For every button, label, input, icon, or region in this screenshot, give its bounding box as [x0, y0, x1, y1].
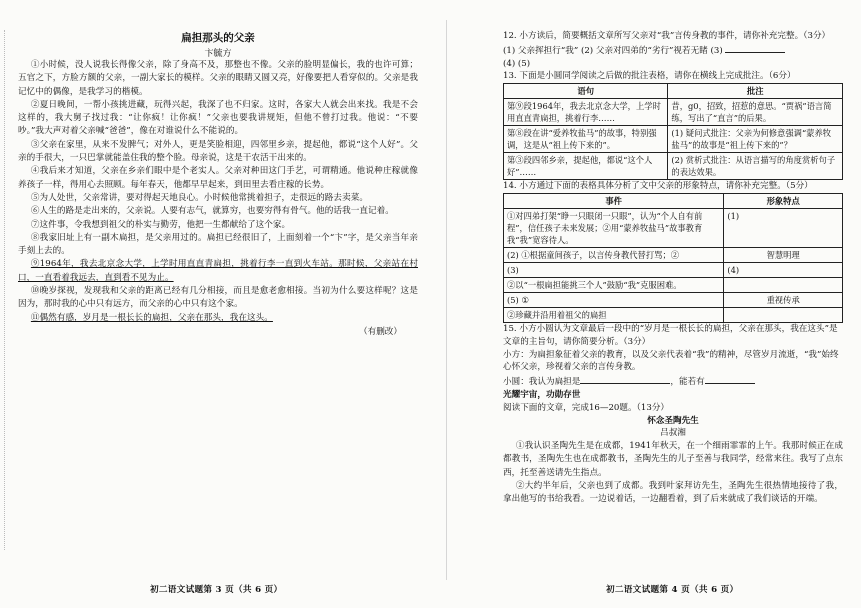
paragraph-10: ⑩晚岁探视，发现我和父亲的距离已经有几分相接，而且是愈老愈相接。当初为什么要这样呢？这是因为，那时我的心中只有远方，而父亲的心中只有这个家。: [18, 286, 418, 310]
source-note: （有删改）: [359, 326, 402, 337]
article-2-paragraph-2: ②大约半年后，父亲也到了成都。我到叶家拜访先生，圣陶先生很热情地接待了我，拿出他写的书给我看。一边说着话，一边翻看着，到了后来就成了我们谈话的开端。: [503, 481, 843, 505]
reading-instruction: 阅读下面的文章，完成16—20题。（13分）: [503, 402, 670, 413]
paragraph-9: ⑨1964年，我去北京念大学，上学时用直直青扁担，挑着行李一直到火车站。那时候，父亲站在村口，一直看着我远去，直到看不见为止。: [18, 259, 418, 283]
article-2-paragraph-1: ①我认识圣陶先生是在成都，1941年秋天，在一个细雨霏霏的上午。我那时候正在成都教书，圣陶先生也在成都教书，圣陶先生的儿子至善与我同学，经常来往。我写了点东西，托至善送请先生指点。: [503, 441, 843, 478]
question-14: 14. 小方通过下面的表格具体分析了文中父亲的形象特点，请你补充完整。（5分）: [503, 181, 813, 192]
paragraph-1: ①小时候，没人说我长得像父亲，除了身高不及，那整也不像。父亲的脸明显偏长，我的也许可算；五官之下，方脸方额的父亲，一副大家长的模样。父亲的眼睛又圆又亮，好像要把人看穿似的。父亲是我记忆中的偶像，是我学习的楷模。: [18, 60, 418, 97]
right-page-footer: 初二语文试题第 4 页（共 6 页）: [606, 585, 739, 595]
left-page-footer: 初二语文试题第 3 页（共 6 页）: [150, 585, 283, 595]
paragraph-2: ②夏日晚间，一帮小孩挑进藏，玩得兴起，我深了也不归家。这时，各家大人就会出来找。我是不会这样的，我大舅子找过我：“让你疯！让你疯！”父亲也要我讲规矩，但他不曾打过我。他说：“不要吵。”我大声对着父亲喊“爸爸”，像在对谁说什么不能说的。: [18, 99, 418, 137]
table-row: (5) ① 重视传承: [504, 292, 843, 307]
table-row: 第⑨段1964年，我去北京念大学，上学时用直直青扁担，挑着行李…… 昔，g0，招致，招惹的意思。“贾祸”语言简练，写出了“直言”的后果。: [504, 99, 843, 126]
answer-blank[interactable]: [725, 43, 785, 53]
page-divider: [446, 20, 447, 580]
table-header-sentence: 语句: [504, 84, 668, 99]
question-15-xiaoyuan: 小圆：我认为扁担是 ，能若有: [503, 374, 843, 389]
table-row: (3) (4): [504, 262, 843, 277]
question-15-xiaofang: 小方：为扁担象征着父亲的教育，以及父亲代表着“我”的精神，尽管岁月流逝，“我”始终心怀父亲，珍视着父亲的言传身教。: [503, 349, 839, 373]
question-15: 15. 小方小圆认为文章最后一段中的“岁月是一根长长的扁担，父亲在那头，我在这头”是文章的主旨句，请你简要分析。（3分）: [503, 323, 838, 347]
character-table: 事件 形象特点 ①对四弟打架“睁一只眼闭一只眼”，认为“个人自有前程”，信任孩子未来发展；②用“蒙养牧盐马”故事教育我“我”宽容待人。 (1) (2) ①根据童间孩子，以言传身教代替打骂；② 智慧明理 (3) (4) ②以“一根扁担能挑三个人”鼓励“我”克服困难。 (5) ① 重视传承 ②珍藏并沿用着祖父的扁担: [503, 193, 843, 323]
article-title: 扁担那头的父亲: [181, 32, 255, 44]
paragraph-3: ③父亲在家里，从来不发脾气；对外人，更是笑脸相迎，四邻里乡亲，提起他，都说“这个人好”。父亲的手很大，一只巴掌就能盖住我的整个脸。母亲说，这是干农活干出来的。: [18, 139, 418, 164]
paragraph-11: ⑪偶然有感，岁月是一根长长的扁担，父亲在那头，我在这头。: [30, 312, 273, 323]
left-page: [18, 0, 418, 608]
table-row: (2) ①根据童间孩子，以言传身教代替打骂；② 智慧明理: [504, 247, 843, 262]
question-12-line-1: (1) 父亲挥担行“我” (2) 父亲对四弟的“劣行”视若无睹 (3): [503, 43, 843, 58]
right-page: [503, 0, 843, 608]
table-row: 第⑧段在讲“爱养牧盐马”的故事，特别强调，这是从“祖上传下来的”。 (1) 疑问式批注：父亲为何修意强调“蒙养牧盐马”的故事是“祖上传下来的”？: [504, 126, 843, 153]
table-row: ②珍藏并沿用着祖父的扁担: [504, 307, 843, 322]
answer-blank[interactable]: [705, 374, 755, 384]
article-2-title: 怀念圣陶先生: [647, 415, 699, 426]
paragraph-5: ⑤为人处世，父亲常讲，要对得起天地良心。小时候他常挑着担子，走很远的路去卖菜。: [30, 192, 368, 203]
table-row: ①对四弟打架“睁一只眼闭一只眼”，认为“个人自有前程”，信任孩子未来发展；②用“蒙养牧盐马”故事教育我“我”宽容待人。 (1): [504, 208, 843, 247]
binding-margin: [4, 30, 11, 550]
paragraph-4: ④我后来才知道，父亲在乡亲们眼中是个老实人。父亲对种田这门手艺，可谓精通。他说种庄稼就像养孩子一样，得用心去照顾。每年春天，他都早早起来，到田里去看庄稼的长势。: [18, 166, 418, 190]
table-row: ②以“一根扁担能挑三个人”鼓励“我”克服困难。: [504, 277, 843, 292]
paragraph-7: ⑦这件事，令我想到祖父的朴实与勤劳，他把一生都献给了这个家。: [30, 219, 291, 230]
paragraph-8: ⑧我家旧址上有一副木扁担，是父亲用过的。扁担已经很旧了，上面刻着一个“卞”字，是父亲当年亲手刻上去的。: [18, 232, 418, 257]
annotation-table: [503, 83, 843, 180]
answer-blank[interactable]: [580, 374, 670, 384]
question-12-line-2: (4) (5): [503, 58, 531, 69]
question-13: 13. 下面是小圆同学阅读之后做的批注表格，请你在横线上完成批注。（6分）: [503, 71, 796, 82]
table-header-annotation: 批注: [668, 84, 843, 99]
table-row: 第③段四邻乡亲，提起他，都说“这个人好”…… (2) 赏析式批注：从语言描写的角度赏析句子的表达效果。: [504, 153, 843, 180]
paragraph-6: ⑥人生的路是走出来的，父亲说。人要有志气，就算穷，也要穷得有骨气。他的话我一直记着。: [30, 206, 394, 217]
question-12: 12. 小方读后，简要概括文章所写父亲对“我”言传身教的事件，请你补充完整。（3分）: [503, 31, 831, 41]
section-heading: 光耀宇宙，功勋存世: [503, 389, 581, 400]
article-2-author: 吕叔湘: [660, 428, 686, 439]
article-author: 卞毓方: [204, 49, 232, 59]
